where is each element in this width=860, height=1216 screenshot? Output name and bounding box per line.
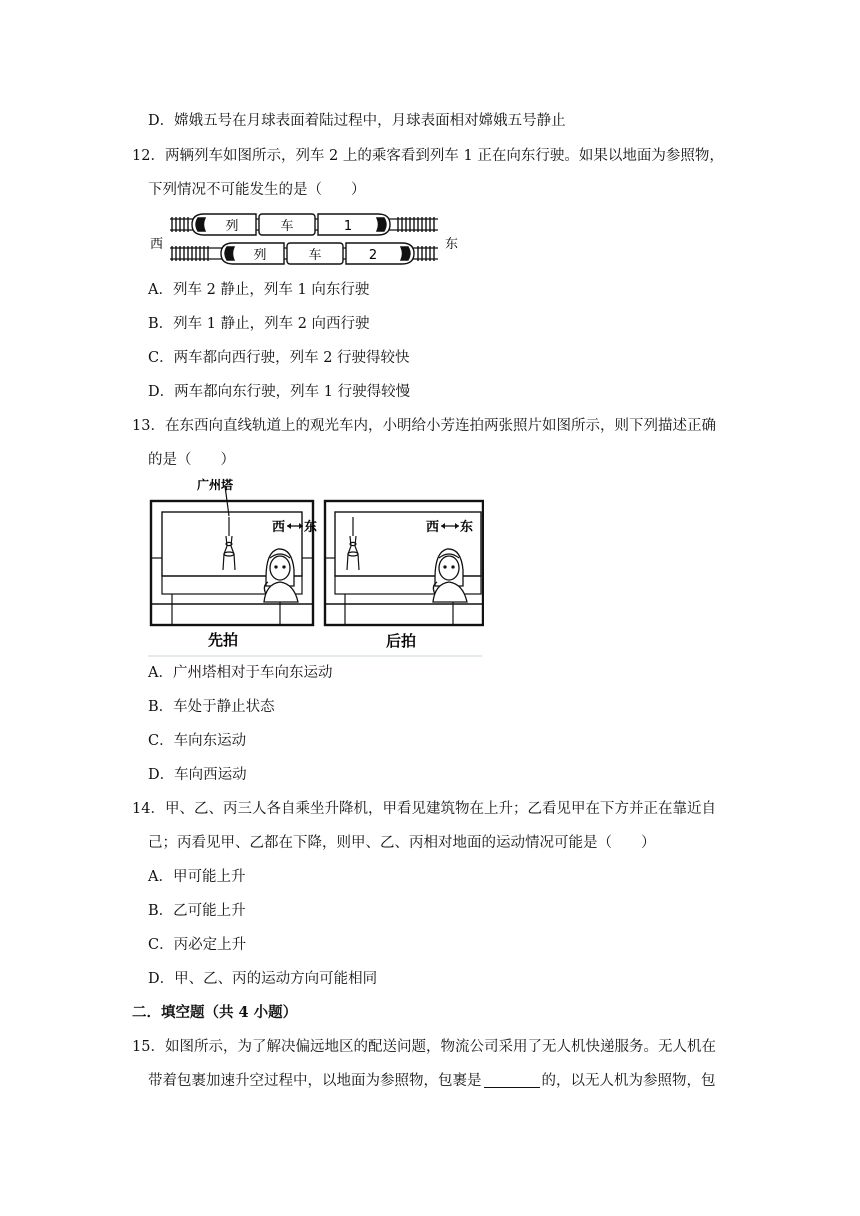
- q15-line1: 15．如图所示，为了解决偏远地区的配送问题，物流公司采用了无人机快递服务。无人机在: [132, 1039, 716, 1055]
- east-label: 东: [445, 237, 459, 252]
- q12-option-a: A．列车 2 静止，列车 1 向东行驶: [148, 282, 370, 298]
- train1-char-3: 1: [343, 219, 353, 234]
- q13-stem-line1: 13．在东西向直线轨道上的观光车内，小明给小芳连拍两张照片如图所示，则下列描述正确: [132, 418, 716, 434]
- direction-first: [272, 519, 317, 535]
- q12-option-d: D．两车都向东行驶，列车 1 行驶得较慢: [148, 384, 411, 400]
- q15-line2-after: 的，以无人机为参照物，包: [541, 1073, 716, 1089]
- caption-second: 后拍: [386, 632, 417, 650]
- q14-option-c: C．丙必定上升: [148, 937, 247, 953]
- q14-option-b: B．乙可能上升: [148, 903, 246, 919]
- q15-line2-before: 带着包裹加速升空过程中，以地面为参照物，包裹是: [148, 1073, 482, 1089]
- train2-char-3: 2: [368, 248, 378, 263]
- photo-diagram: [148, 474, 484, 658]
- q12-option-c: C．两车都向西行驶，列车 2 行驶得较快: [148, 350, 410, 366]
- train2-char-2: 车: [308, 248, 322, 263]
- q13-option-c: C．车向东运动: [148, 733, 247, 749]
- west-label: 西: [150, 237, 164, 252]
- caption-first: 先拍: [208, 631, 239, 649]
- q14-option-d: D．甲、乙、丙的运动方向可能相同: [148, 971, 378, 987]
- q15-answer-blank[interactable]: [484, 1072, 540, 1088]
- tower-label: 广州塔: [197, 478, 234, 492]
- west-label-first: 西: [272, 520, 286, 535]
- q14-stem-line2: 己；丙看见甲、乙都在下降，则甲、乙、丙相对地面的运动情况可能是（ ）: [148, 835, 656, 851]
- q14-stem-line1: 14．甲、乙、丙三人各自乘坐升降机，甲看见建筑物在上升；乙看见甲在下方并正在靠近自: [132, 801, 716, 817]
- q12-option-b: B．列车 1 静止，列车 2 向西行驶: [148, 316, 370, 332]
- train1-char-2: 车: [280, 219, 294, 234]
- train-diagram: [148, 210, 468, 272]
- q13-stem-line2: 的是（ ）: [148, 452, 235, 468]
- tower-icon: [223, 517, 235, 570]
- girl-icon-second: [433, 549, 467, 602]
- girl-icon-first: [264, 549, 298, 602]
- east-label-second: 东: [460, 520, 474, 535]
- q12-stem-line2: 下列情况不可能发生的是（ ）: [148, 182, 366, 198]
- east-label-first: 东: [304, 520, 318, 535]
- train1-char-1: 列: [225, 219, 239, 234]
- q13-option-b: B．车处于静止状态: [148, 699, 275, 715]
- q11-option-d: D．嫦娥五号在月球表面着陆过程中，月球表面相对嫦娥五号静止: [148, 113, 566, 129]
- q13-option-a: A．广州塔相对于车向东运动: [148, 665, 333, 681]
- q12-stem-line1: 12．两辆列车如图所示，列车 2 上的乘客看到列车 1 正在向东行驶。如果以地面为参照物，: [132, 148, 724, 164]
- tower-icon-second: [347, 517, 359, 570]
- q13-photo-figure: [148, 474, 484, 658]
- q15-line2: [148, 1071, 716, 1091]
- direction-second: [426, 519, 473, 535]
- q12-train-figure: [148, 210, 468, 272]
- west-label-second: 西: [426, 520, 440, 535]
- q13-option-d: D．车向西运动: [148, 767, 247, 783]
- train2-char-1: 列: [253, 248, 267, 263]
- section-heading: 二．填空题（共 4 小题）: [132, 1004, 298, 1021]
- q14-option-a: A．甲可能上升: [148, 869, 246, 885]
